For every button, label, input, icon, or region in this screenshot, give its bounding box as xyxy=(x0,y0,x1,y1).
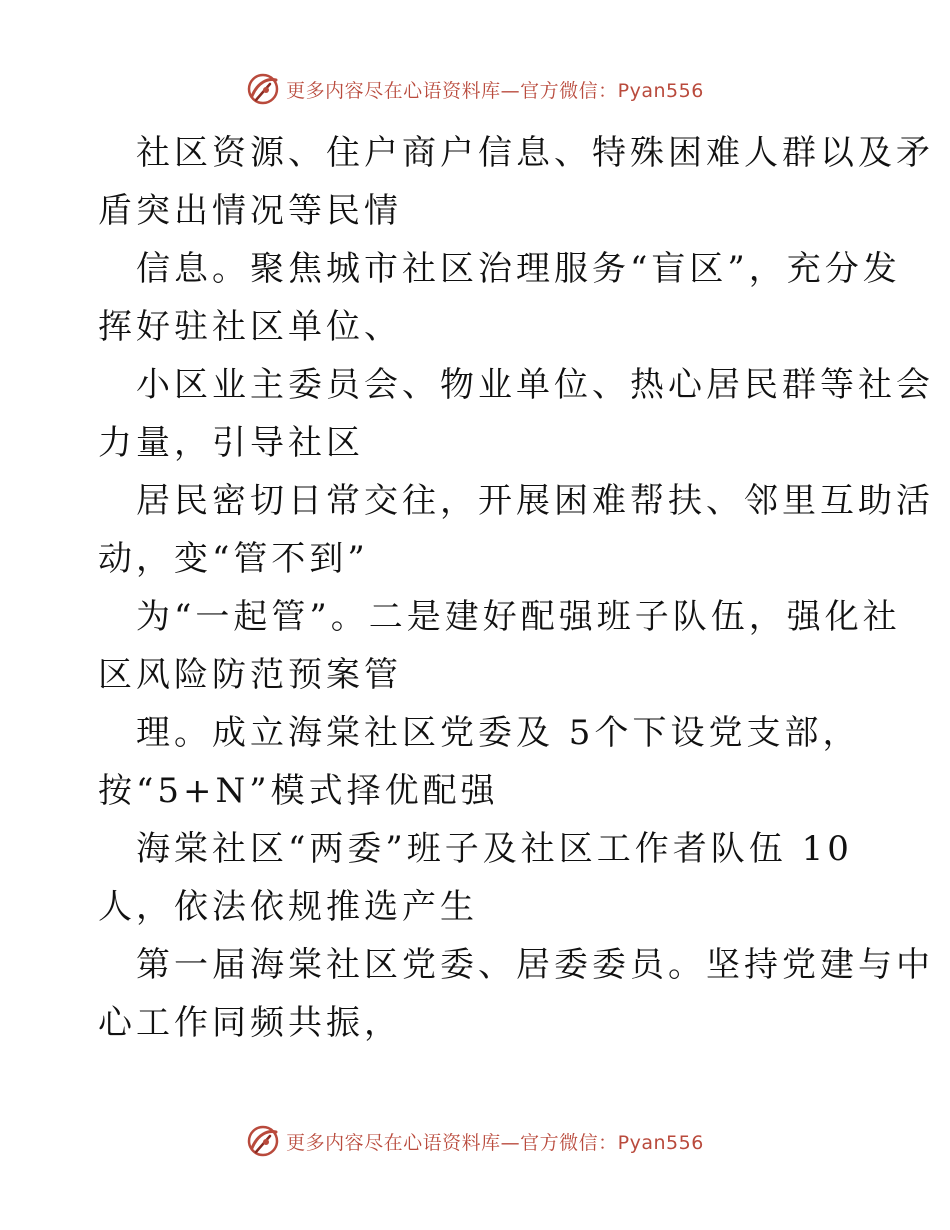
paragraph-line: 按“5+N”模式择优配强 xyxy=(98,771,499,811)
paragraph xyxy=(98,704,861,820)
paragraph xyxy=(98,124,934,240)
footer-watermark xyxy=(0,1124,950,1158)
paragraph xyxy=(98,588,901,704)
paragraph-line: 理。成立海棠社区党委及 5个下设党支部， xyxy=(136,713,861,753)
seal-logo-icon xyxy=(246,72,280,106)
paragraph-line: 盾突出情况等民情 xyxy=(98,191,402,231)
seal-logo-icon xyxy=(246,1124,280,1158)
header-watermark xyxy=(0,72,950,106)
paragraph xyxy=(98,472,934,588)
paragraph-line: 区风险防范预案管 xyxy=(98,655,402,695)
paragraph-line: 第一届海棠社区党委、居委委员。坚持党建与中 xyxy=(136,945,934,985)
paragraph-line: 居民密切日常交往，开展困难帮扶、邻里互助活 xyxy=(136,481,934,521)
paragraph-line: 力量，引导社区 xyxy=(98,423,364,463)
paragraph-line: 为“一起管”。二是建好配强班子队伍，强化社 xyxy=(136,597,901,637)
paragraph-line: 小区业主委员会、物业单位、热心居民群等社会 xyxy=(136,365,934,405)
paragraph xyxy=(98,936,934,1052)
document-body xyxy=(98,124,934,1052)
paragraph xyxy=(98,820,858,936)
paragraph-line: 心工作同频共振， xyxy=(98,1003,402,1043)
paragraph-line: 动，变“管不到” xyxy=(98,539,369,579)
paragraph-line: 人，依法依规推选产生 xyxy=(98,887,478,927)
paragraph-line: 信息。聚焦城市社区治理服务“盲区”，充分发 xyxy=(136,249,901,289)
watermark-text: 更多内容尽在心语资料库—官方微信：Pyan556 xyxy=(286,1131,704,1154)
paragraph-line: 社区资源、住户商户信息、特殊困难人群以及矛 xyxy=(136,133,934,173)
paragraph-line: 海棠社区“两委”班子及社区工作者队伍 10 xyxy=(136,829,853,869)
paragraph-line: 挥好驻社区单位、 xyxy=(98,307,402,347)
paragraph xyxy=(98,356,934,472)
watermark-text: 更多内容尽在心语资料库—官方微信：Pyan556 xyxy=(286,79,704,102)
paragraph xyxy=(98,240,901,356)
